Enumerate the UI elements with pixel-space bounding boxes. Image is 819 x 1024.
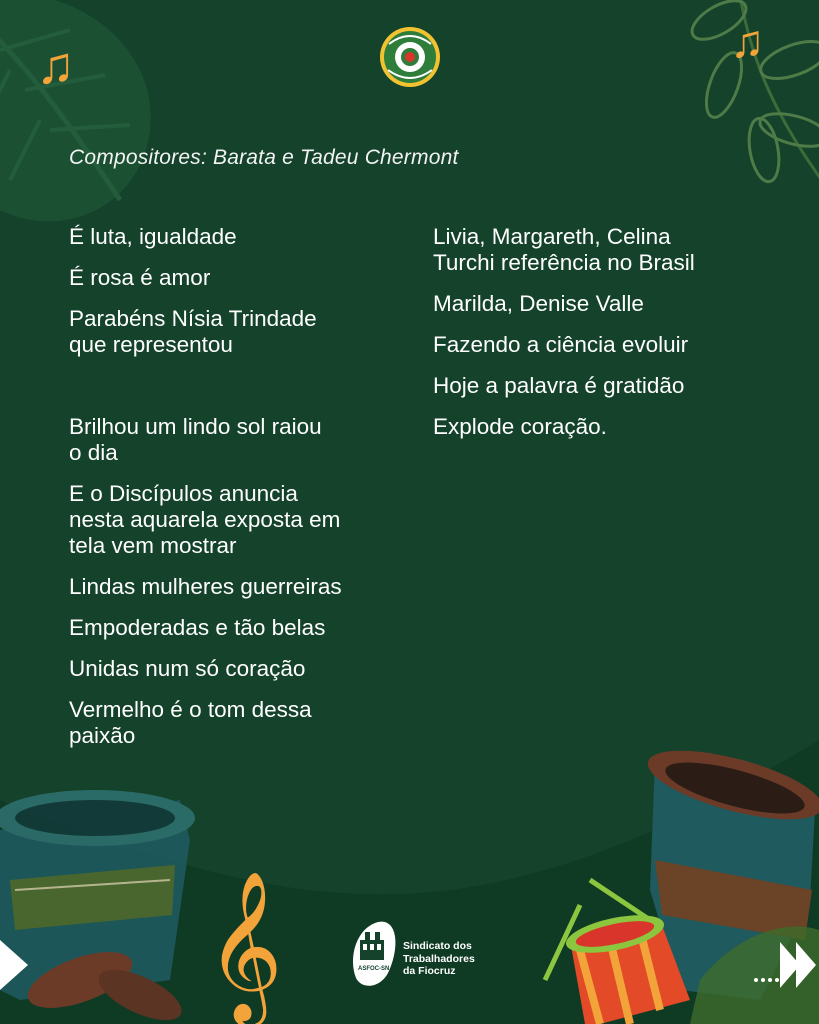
asfoc-badge: ASFOC-SN	[358, 966, 390, 972]
music-note-icon: ♫	[730, 15, 765, 67]
bloco-logo	[379, 26, 441, 88]
lyrics-left-column	[69, 224, 399, 764]
composers-credit: Compositores: Barata e Tadeu Chermont	[69, 146, 459, 169]
lyric-line: Parabéns Nísia Trindade que representou	[69, 306, 317, 357]
lyric-line: Lindas mulheres guerreiras	[69, 574, 342, 599]
sindicato-name: Sindicato dos Trabalhadores da Fiocruz	[403, 940, 475, 977]
lyric-line: Fazendo a ciência evoluir	[433, 332, 689, 357]
lyric-line: Brilhou um lindo sol raiou o dia	[69, 414, 322, 465]
treble-clef-icon: 𝄞	[206, 872, 283, 1018]
lyric-line: Marilda, Denise Valle	[433, 291, 644, 316]
previous-arrow-icon[interactable]	[0, 940, 30, 990]
music-note-icon: ♫	[36, 37, 75, 95]
lyric-line: Vermelho é o tom dessa paixão	[69, 697, 312, 748]
stanza-break	[69, 373, 399, 414]
lyric-line: É rosa é amor	[69, 265, 211, 290]
lyric-line: Hoje a palavra é gratidão	[433, 373, 685, 398]
leaf-decoration-top-left	[0, 0, 170, 260]
lyric-line: Explode coração.	[433, 414, 607, 439]
asfoc-emblem-icon	[348, 918, 400, 988]
lyric-line: Livia, Margareth, Celina Turchi referência no Brasil	[433, 224, 695, 275]
sindicato-logo	[348, 918, 488, 990]
lyric-line: É luta, igualdade	[69, 224, 237, 249]
lyric-line: E o Discípulos anuncia nesta aquarela exposta em tela vem mostrar	[69, 481, 341, 558]
lyric-line: Empoderadas e tão belas	[69, 615, 326, 640]
lyrics-right-column	[433, 224, 773, 455]
next-arrow-icon[interactable]	[752, 940, 818, 990]
lyric-line: Unidas num só coração	[69, 656, 306, 681]
